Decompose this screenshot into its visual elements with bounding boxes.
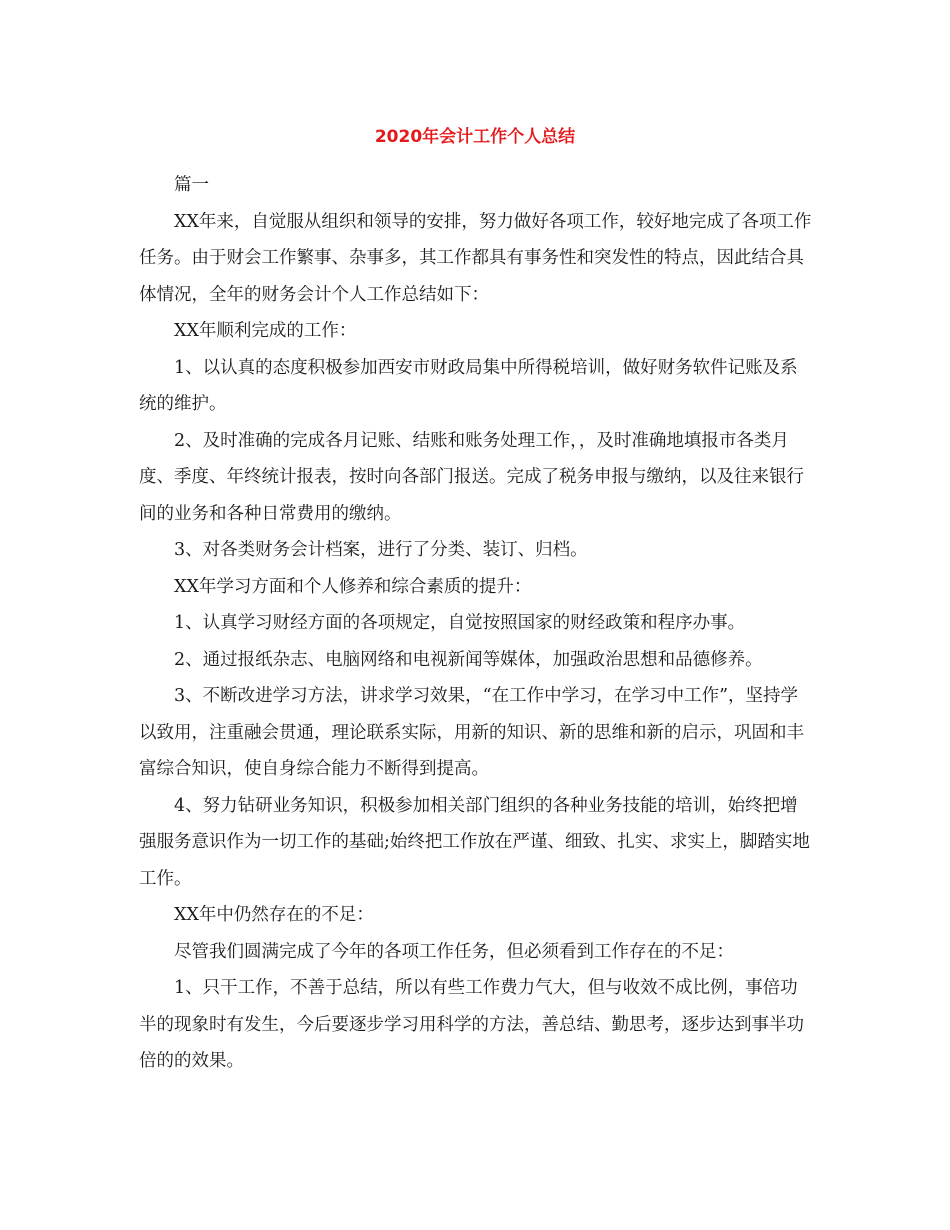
list-item: 3、对各类财务会计档案，进行了分类、装订、归档。 xyxy=(174,540,588,560)
list-item: 1、只干工作，不善于总结，所以有些工作费力气大，但与收效不成比例，事倍功半的现象时有发生，今后要逐步学习用科学的方法，善总结、勤思考，逐步达到事半功倍的的效果。 xyxy=(139,978,804,1071)
section-heading-completed-work: XX年顺利完成的工作： xyxy=(174,321,357,341)
list-item: 4、努力钻研业务知识，积极参加相关部门组织的各种业务技能的培训，始终把增强服务意识作为一切工作的基础;始终把工作放在严谨、细致、扎实、求实上，脚踏实地工作。 xyxy=(139,795,810,889)
section-heading-shortcomings: XX年中仍然存在的不足： xyxy=(174,905,374,925)
list-item: 3、不断改进学习方法，讲求学习效果，“在工作中学习，在学习中工作”，坚持学以致用，注重融会贯通，理论联系实际，用新的知识、新的思维和新的启示，巩固和丰富综合知识，使自身综合能力不断得到提高。 xyxy=(139,686,804,779)
section-label: 篇一 xyxy=(174,175,209,195)
intro-paragraph: XX年来，自觉服从组织和领导的安排，努力做好各项工作，较好地完成了各项工作任务。由于财会工作繁事、杂事多，其工作都具有事务性和突发性的特点，因此结合具体情况，全年的财务会计个人工作总结如下： xyxy=(139,211,812,305)
document-body xyxy=(139,167,815,1080)
list-item: 1、认真学习财经方面的各项规定，自觉按照国家的财经政策和程序办事。 xyxy=(174,613,746,633)
section-heading-learning: XX年学习方面和个人修养和综合素质的提升： xyxy=(174,576,532,597)
list-item: 1、以认真的态度积极参加西安市财政局集中所得税培训，做好财务软件记账及系统的维护。 xyxy=(139,357,798,414)
shortcomings-intro: 尽管我们圆满完成了今年的各项工作任务，但必须看到工作存在的不足： xyxy=(174,941,734,962)
document-title: 2020年会计工作个人总结 xyxy=(374,127,576,147)
list-item: 2、通过报纸杂志、电脑网络和电视新闻等媒体，加强政治思想和品德修养。 xyxy=(174,649,763,670)
list-item: 2、及时准确的完成各月记账、结账和账务处理工作，，及时准确地填报市各类月度、季度、年终统计报表，按时向各部门报送。完成了税务申报与缴纳，以及往来银行间的业务和各种日常费用的缴纳。 xyxy=(139,430,804,524)
